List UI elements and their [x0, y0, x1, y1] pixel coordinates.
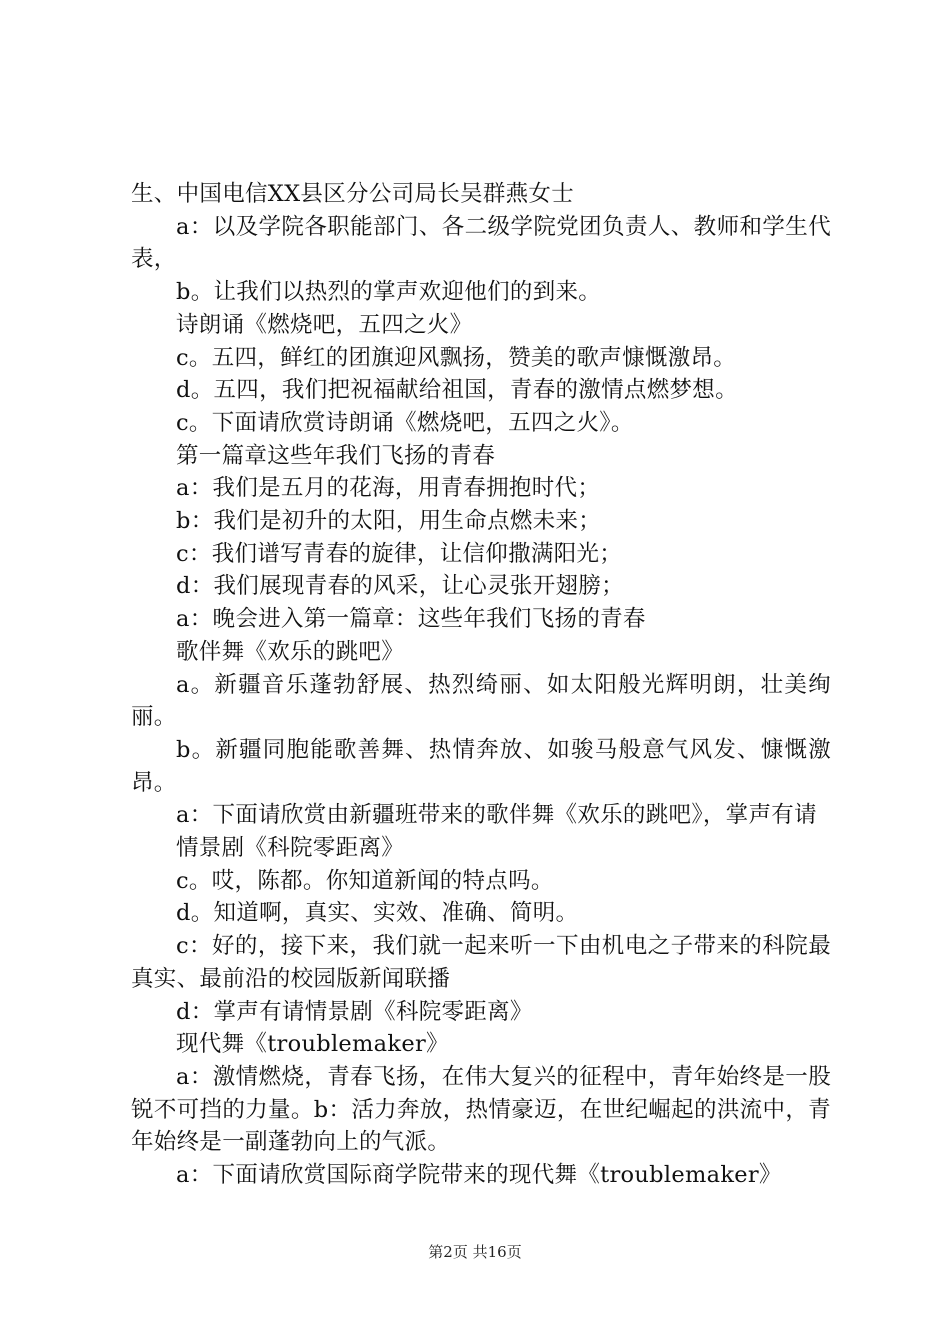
body-paragraph: 诗朗诵《燃烧吧，五四之火》	[176, 311, 473, 338]
body-paragraph: d：掌声有请情景剧《科院零距离》	[176, 998, 533, 1025]
body-paragraph: 情景剧《科院零距离》	[176, 835, 405, 862]
body-paragraph: a。新疆音乐蓬勃舒展、热烈绮丽、如太阳般光辉明朗，壮美绚丽。	[131, 671, 831, 731]
body-paragraph: a：激情燃烧，青春飞扬，在伟大复兴的征程中，青年始终是一股锐不可挡的力量。b：活力奔放，热情豪迈，在世纪崛起的洪流中，青年始终是一副蓬勃向上的气派。	[131, 1063, 831, 1156]
body-paragraph: a：下面请欣赏由新疆班带来的歌伴舞《欢乐的跳吧》，掌声有请	[176, 802, 817, 829]
body-paragraph: b。新疆同胞能歌善舞、热情奔放、如骏马般意气风发、慷慨激昂。	[131, 736, 831, 796]
body-paragraph: c。哎，陈都。你知道新闻的特点吗。	[176, 867, 554, 894]
body-paragraph: d：我们展现青春的风采，让心灵张开翅膀；	[176, 573, 624, 600]
body-paragraph: a：我们是五月的花海，用青春拥抱时代；	[176, 475, 601, 502]
body-paragraph: c。五四，鲜红的团旗迎风飘扬，赞美的歌声慷慨激昂。	[176, 344, 737, 371]
body-paragraph: 第一篇章这些年我们飞扬的青春	[176, 442, 496, 469]
body-paragraph: a：晚会进入第一篇章：这些年我们飞扬的青春	[176, 606, 646, 633]
body-paragraph: 歌伴舞《欢乐的跳吧》	[176, 638, 405, 665]
body-paragraph: d。五四，我们把祝福献给祖国，青春的激情点燃梦想。	[176, 377, 738, 404]
body-paragraph: c。下面请欣赏诗朗诵《燃烧吧，五四之火》。	[176, 409, 634, 436]
body-paragraph: 现代舞《troublemaker》	[176, 1031, 449, 1058]
body-paragraph: a：下面请欣赏国际商学院带来的现代舞《troublemaker》	[176, 1162, 782, 1189]
body-paragraph: 生、中国电信XX县区分公司局长吴群燕女士	[131, 181, 575, 207]
body-paragraph: c：好的，接下来，我们就一起来听一下由机电之子带来的科院最真实、最前沿的校园版新闻联播	[131, 933, 831, 992]
body-paragraph: a：以及学院各职能部门、各二级学院党团负责人、教师和学生代表，	[131, 213, 831, 273]
page-number-footer: 第2页 共16页	[428, 1243, 522, 1261]
body-paragraph: d。知道啊，真实、实效、准确、简明。	[176, 900, 579, 927]
body-paragraph: b。让我们以热烈的掌声欢迎他们的到来。	[176, 279, 602, 306]
document-body	[131, 178, 831, 1192]
body-paragraph: b：我们是初升的太阳，用生命点燃未来；	[176, 508, 602, 535]
body-paragraph: c：我们谱写青春的旋律，让信仰撒满阳光；	[176, 540, 623, 567]
